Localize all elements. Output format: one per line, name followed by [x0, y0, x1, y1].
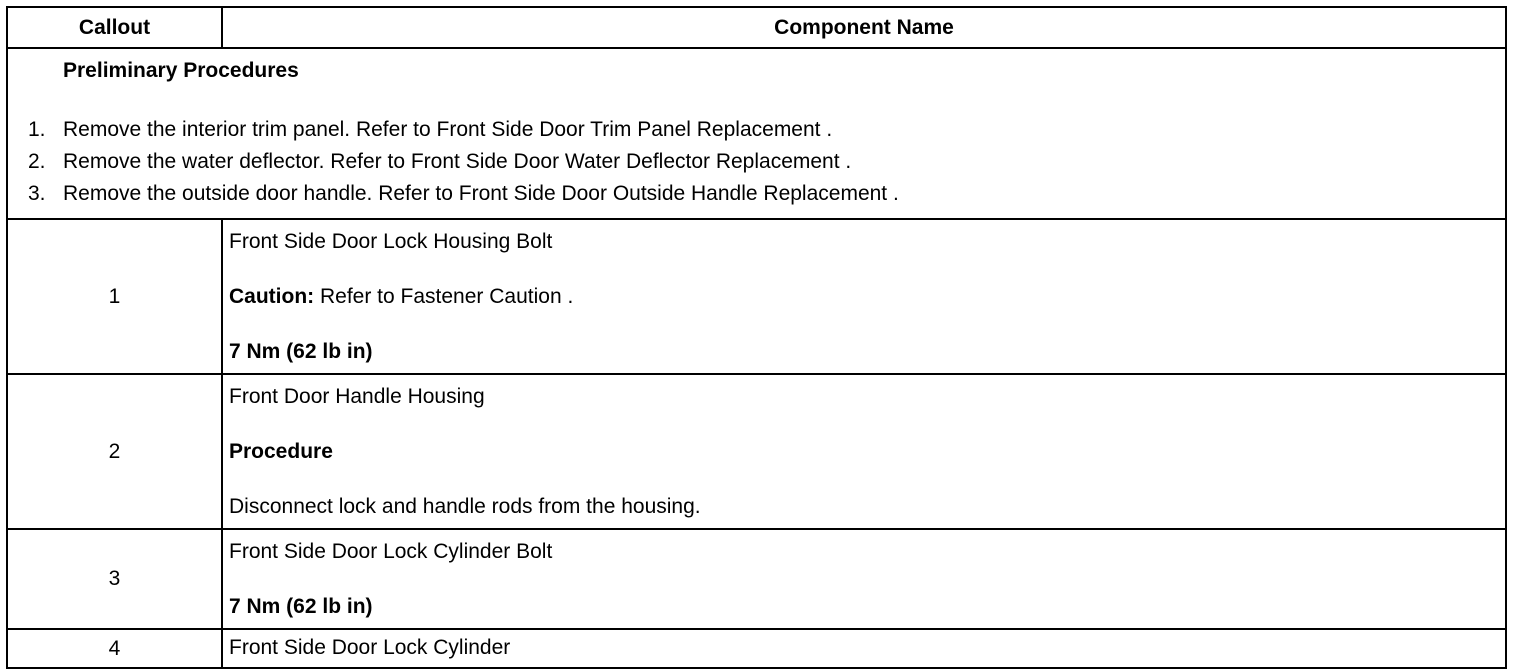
procedure-label: Procedure [229, 440, 333, 463]
outside-handle-replacement-link[interactable]: Front Side Door Outside Handle Replacement [458, 182, 888, 205]
preliminary-steps [8, 114, 1505, 210]
table-row [7, 219, 1506, 374]
table-row [7, 374, 1506, 529]
preliminary-row [7, 48, 1506, 219]
component-cell [222, 629, 1506, 668]
component-name: Front Side Door Lock Housing Bolt [229, 230, 553, 253]
caution-text: Refer to [314, 285, 401, 308]
water-deflector-replacement-link[interactable]: Front Side Door Water Deflector Replacement [410, 150, 840, 173]
callout-cell: 2 [7, 374, 222, 529]
step-number: 2. [28, 150, 46, 173]
component-cell [222, 529, 1506, 629]
callout-cell: 1 [7, 219, 222, 374]
caution-end: . [561, 285, 574, 308]
table-row [7, 529, 1506, 629]
torque-spec: 7 Nm (62 lb in) [229, 595, 373, 618]
callout-header: Callout [7, 7, 222, 48]
caution-label: Caution: [229, 285, 315, 308]
preliminary-procedures [7, 48, 1506, 219]
step-end: . [820, 118, 833, 141]
step-item [8, 146, 1505, 178]
step-number: 1. [28, 118, 46, 141]
component-name-header: Component Name [222, 7, 1506, 48]
procedure-text: Disconnect lock and handle rods from the housing. [229, 495, 701, 518]
torque-spec: 7 Nm (62 lb in) [229, 340, 373, 363]
step-item [8, 178, 1505, 210]
step-end: . [887, 182, 899, 205]
preliminary-title: Preliminary Procedures [63, 59, 299, 82]
component-cell [222, 374, 1506, 529]
step-number: 3. [28, 182, 46, 205]
components-table [6, 6, 1507, 669]
step-text: Remove the interior trim panel. Refer to [63, 118, 437, 141]
step-item [8, 114, 1505, 146]
caution-line [229, 283, 1505, 310]
step-text: Remove the outside door handle. Refer to [63, 182, 459, 205]
component-cell [222, 219, 1506, 374]
component-name: Front Door Handle Housing [229, 385, 485, 408]
callout-cell: 3 [7, 529, 222, 629]
step-text: Remove the water deflector. Refer to [63, 150, 411, 173]
component-name: Front Side Door Lock Cylinder [229, 636, 511, 659]
header-row [7, 7, 1506, 48]
step-end: . [839, 150, 852, 173]
trim-panel-replacement-link[interactable]: Front Side Door Trim Panel Replacement [436, 118, 821, 141]
component-name: Front Side Door Lock Cylinder Bolt [229, 540, 553, 563]
fastener-caution-link[interactable]: Fastener Caution [400, 285, 562, 308]
callout-cell: 4 [7, 629, 222, 668]
table-row [7, 629, 1506, 668]
